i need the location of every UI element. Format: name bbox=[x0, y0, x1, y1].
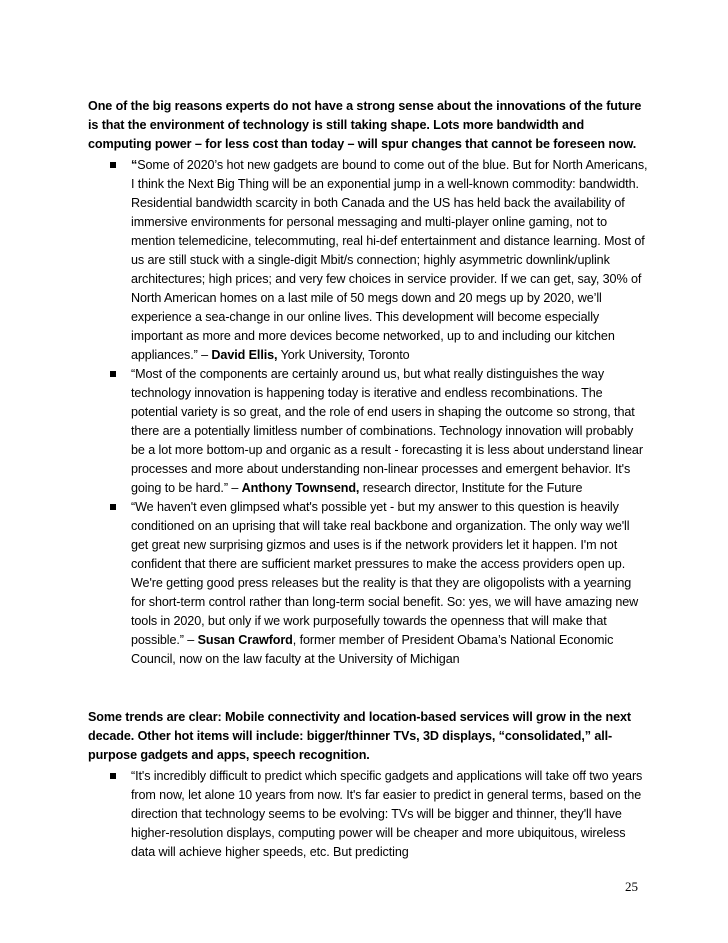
intro-paragraph: One of the big reasons experts do not have a strong sense about the innovations of the future is that the environment of technology is still taking shape. Lots more bandwidth and computing power – for less cost than today – will spur changes that cannot be foreseen now. bbox=[88, 98, 642, 151]
bullet-square-icon bbox=[110, 162, 116, 168]
quote-item-gadgets bbox=[0, 767, 728, 862]
quote-item-townsend bbox=[0, 365, 728, 498]
expert-quotes-list-1 bbox=[0, 156, 728, 669]
quote-affiliation: research director, Institute for the Future bbox=[359, 481, 583, 495]
page-number: 25 bbox=[625, 879, 638, 894]
expert-quotes-list-2 bbox=[0, 767, 728, 862]
quote-text: Some of 2020’s hot new gadgets are bound to come out of the blue. But for North Americans, I think the Next Big Thing will be an exponential jump in a well-known commodity: bandwidth. Residential bandwidth scarcity in both Canada and the US has held back the availability of immersive environments for personal messaging and multi-player online gaming, not to mention telemedicine, telecommuting, real hi-def entertainment and distance learning. Most of us are still stuck with a single-digit Mbit/s connection; highly asymmetric downlink/uplink architectures; high prices; and very few choices in service provider. If we can get, say, 30% of North American homes on a last mile of 50 megs down and 20 megs up by 2020, we’ll experience a sea-change in our online lives. This development will become especially important as more and more devices become networked, up to and including our kitchen appliances.” – bbox=[131, 158, 648, 362]
quote-text: “It's incredibly difficult to predict which specific gadgets and applications will take off two years from now, let alone 10 years from now. It's far easier to predict in general terms, based on the direction that technology seems to be evolving: TVs will be bigger and thinner, they'll have higher-resolution displays, computing power will be cheaper and more ubiquitous, wireless data will achieve higher speeds, etc. But predicting bbox=[131, 769, 643, 859]
quote-author: David Ellis, bbox=[211, 348, 278, 362]
bullet-square-icon bbox=[110, 504, 116, 510]
quote-affiliation: York University, Toronto bbox=[277, 348, 410, 362]
quote-author: Susan Crawford bbox=[197, 633, 293, 647]
quote-item-ellis bbox=[0, 156, 728, 365]
bullet-square-icon bbox=[110, 371, 116, 377]
quote-text: “Most of the components are certainly around us, but what really distinguishes the way technology innovation is happening today is iterative and endless recombinations. The potential variety is so great, and the role of end users in shaping the outcome so strong, that there are a potentially limitless number of combinations. Technology innovation will probably be a lot more bottom-up and organic as a result - forecasting it is less about understand linear processes and more about understanding non-linear processes and emergent behavior. It's going to be hard.” – bbox=[131, 367, 643, 495]
bullet-square-icon bbox=[110, 773, 116, 779]
open-quote-mark: “ bbox=[131, 158, 138, 172]
quote-affiliation: , former member of President Obama’s National Economic Council, now on the law faculty at the University of Michigan bbox=[131, 633, 614, 666]
quote-item-crawford bbox=[0, 498, 728, 669]
quote-text: “We haven't even glimpsed what's possible yet - but my answer to this question is heavily conditioned on an uprising that will take real backbone and organization. The only way we'll get great new surprising gizmos and uses is if the network providers let it happen. I'm not confident that there are sufficient market pressures to make the access providers open up. We're getting good press releases but the reality is that they are oligopolists with a yearning for short-term control rather than long-term social benefit. So: yes, we will have amazing new tools in 2020, but only if we work purposefully towards the openness that will make that possible.” – bbox=[131, 500, 639, 647]
section2-heading: Some trends are clear: Mobile connectivity and location-based services will grow in the next decade. Other hot items will include: bigger/thinner TVs, 3D displays, “consolidated,” all-purpose gadgets and apps, speech recognition. bbox=[88, 709, 631, 762]
quote-author: Anthony Townsend, bbox=[241, 481, 360, 495]
